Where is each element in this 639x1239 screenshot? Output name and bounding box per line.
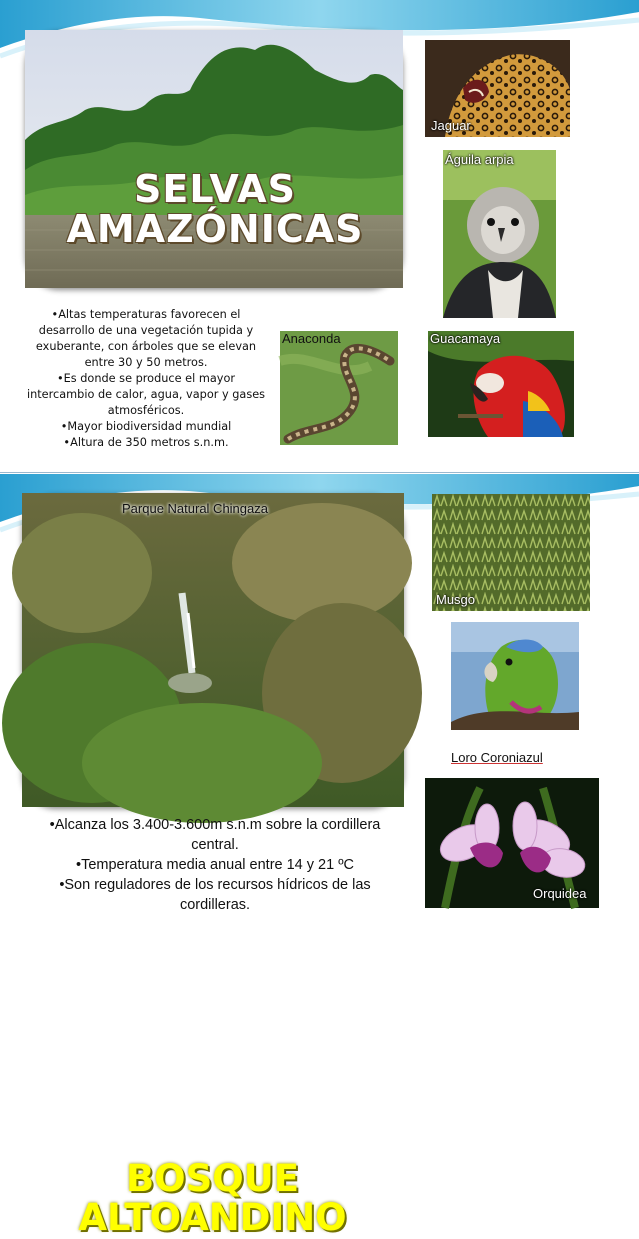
jaguar-photo bbox=[425, 40, 570, 137]
harpy-eagle-photo bbox=[443, 150, 556, 318]
slide2-bullets bbox=[25, 815, 405, 915]
andean-forest-illustration bbox=[22, 493, 404, 807]
caption-jaguar: Jaguar bbox=[431, 118, 471, 133]
caption-loro-coroniazul: Loro Coroniazul bbox=[451, 750, 543, 765]
macaw-photo bbox=[428, 331, 574, 437]
slide-bosque-altoandino bbox=[0, 474, 639, 1239]
bullet-reguladores-hidricos: •Son reguladores de los recursos hídricos de las cordilleras. bbox=[59, 877, 371, 913]
harpy-eagle-illustration bbox=[443, 150, 556, 318]
bullet-temperaturas: •Altas temperaturas favorecen el desarrollo de una vegetación tupida y exuberante, con árboles que se elevan entre 30 y 50 metros. bbox=[35, 308, 257, 369]
orchid-photo bbox=[425, 778, 599, 908]
caption-aguila-arpia: Águila arpia bbox=[445, 152, 514, 167]
caption-orquidea: Orquidea bbox=[533, 886, 587, 901]
caption-guacamaya: Guacamaya bbox=[430, 331, 501, 346]
moss-photo bbox=[432, 494, 590, 611]
bullet-biodiversidad: •Mayor biodiversidad mundial bbox=[60, 420, 232, 433]
caption-musgo: Musgo bbox=[436, 592, 476, 607]
slide-selvas-amazonicas bbox=[0, 0, 639, 473]
slide1-bullets bbox=[22, 307, 270, 451]
anaconda-illustration bbox=[280, 331, 398, 445]
bullet-intercambio: •Es donde se produce el mayor intercambio de calor, agua, vapor y gases atmosféricos. bbox=[26, 372, 266, 417]
caption-anaconda: Anaconda bbox=[282, 331, 341, 346]
andean-forest-photo bbox=[22, 493, 404, 807]
slide1-title: SELVAS AMAZÓNICAS bbox=[66, 167, 364, 251]
parrot-photo bbox=[451, 622, 579, 730]
bullet-altitud: •Alcanza los 3.400-3.600m s.n.m sobre la cordillera central. bbox=[49, 817, 381, 853]
slide2-title: BOSQUE ALTOANDINO bbox=[78, 1157, 347, 1239]
bullet-altura: •Altura de 350 metros s.n.m. bbox=[63, 436, 229, 449]
bullet-temperatura-media: •Temperatura media anual entre 14 y 21 ºC bbox=[76, 857, 354, 873]
parrot-illustration bbox=[451, 622, 579, 730]
macaw-illustration bbox=[428, 331, 574, 437]
anaconda-photo bbox=[280, 331, 398, 445]
caption-parque-chingaza: Parque Natural Chingaza bbox=[122, 501, 268, 516]
